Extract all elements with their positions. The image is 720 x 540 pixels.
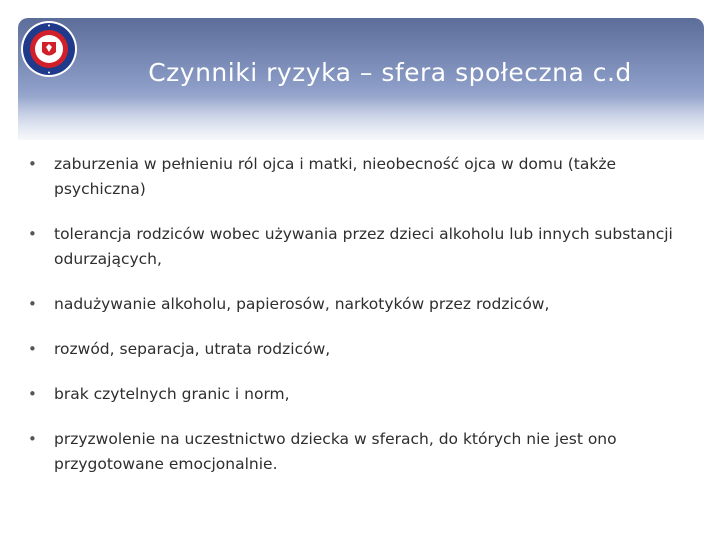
list-item bbox=[28, 292, 678, 317]
bullet-marker: • bbox=[28, 430, 37, 448]
page-title: Czynniki ryzyka – sfera społeczna c.d bbox=[148, 58, 632, 87]
bullet-marker: • bbox=[28, 155, 37, 173]
bullet-marker: • bbox=[28, 225, 37, 243]
list-item-text: tolerancja rodziców wobec używania przez dzieci alkoholu lub innych substancji odurzających, bbox=[54, 225, 673, 268]
bullet-marker: • bbox=[28, 295, 37, 313]
list-item bbox=[28, 222, 678, 272]
list-item-text: zaburzenia w pełnieniu ról ojca i matki, nieobecność ojca w domu (także psychiczna) bbox=[54, 155, 617, 198]
list-item bbox=[28, 427, 678, 477]
list-item-text: nadużywanie alkoholu, papierosów, narkotyków przez rodziców, bbox=[54, 295, 550, 313]
list-item bbox=[28, 152, 678, 202]
bullet-marker: • bbox=[28, 340, 37, 358]
list-item-text: rozwód, separacja, utrata rodziców, bbox=[54, 340, 331, 358]
bullet-list bbox=[28, 152, 678, 497]
list-item-text: przyzwolenie na uczestnictwo dziecka w sferach, do których nie jest ono przygotowane emocjonalnie. bbox=[54, 430, 617, 473]
list-item bbox=[28, 382, 678, 407]
bullet-marker: • bbox=[28, 385, 37, 403]
list-item-text: brak czytelnych granic i norm, bbox=[54, 385, 290, 403]
list-item bbox=[28, 337, 678, 362]
